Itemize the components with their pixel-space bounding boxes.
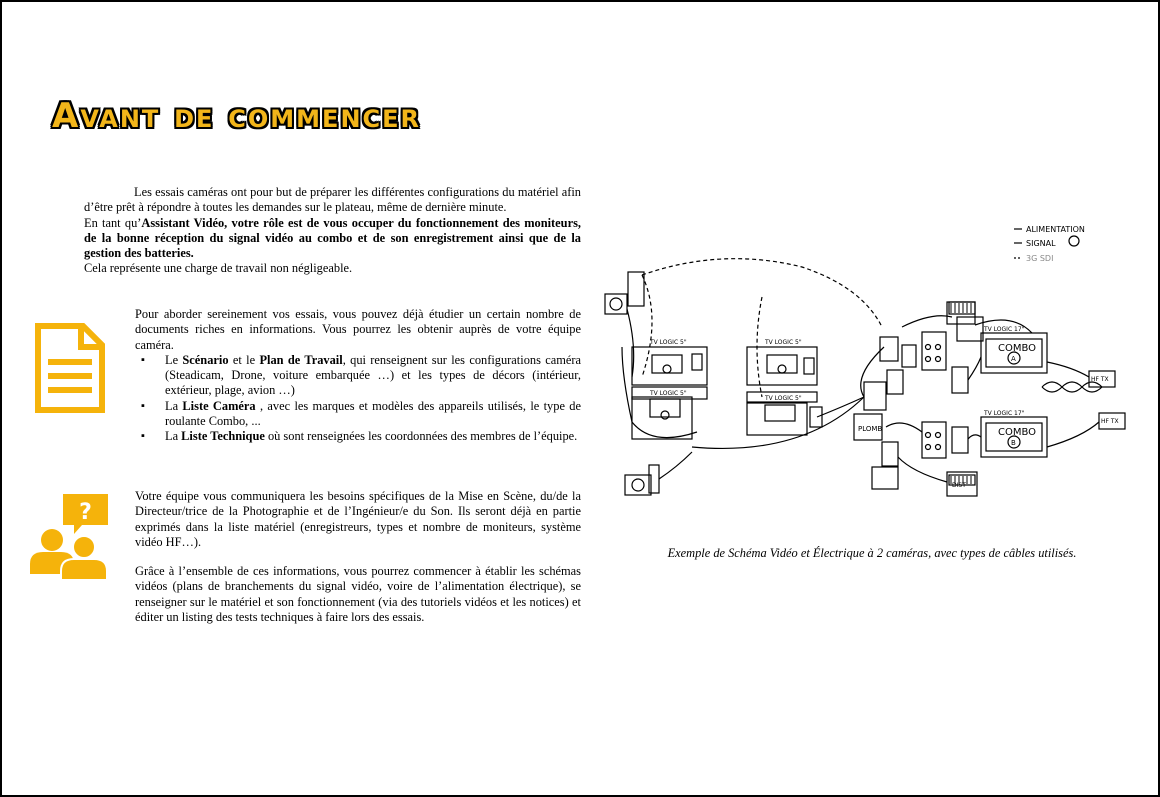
- hf-label: HF TX: [1091, 376, 1109, 383]
- list-item: ▪ Le Scénario et le Plan de Travail, qui renseignent sur les configurations caméra (Steadicam, Drone, voiture embarquée …) et les types de décors (intérieur, extérieur, plage, avion …): [165, 353, 581, 399]
- combo-letter: A: [1011, 355, 1016, 363]
- document-icon: [35, 323, 105, 413]
- list-item: ▪ La Liste Caméra , avec les marques et modèles des appareils utilisés, le type de roulante Combo, ...: [165, 399, 581, 430]
- dist-label: DIST: [952, 482, 966, 489]
- list-item: ▪ La Liste Technique où sont renseignées les coordonnées des membres de l’équipe.: [165, 429, 581, 444]
- combo-label: COMBO: [998, 427, 1037, 438]
- legend-item: ALIMENTATION: [1026, 225, 1085, 234]
- intro-line: Les essais caméras ont pour but de préparer les différentes configurations du matériel afin d’être prêt à répondre à toutes les demandes sur le plateau, même de dernière minute.: [84, 185, 581, 215]
- documents-block: [135, 307, 581, 445]
- monitor-label: TV LOGIC 5": [650, 390, 687, 397]
- monitor-label: TV LOGIC 5": [650, 339, 687, 346]
- hf-label: HF TX: [1101, 418, 1119, 425]
- svg-text:?: ?: [79, 500, 92, 525]
- combo-label: COMBO: [998, 343, 1037, 354]
- combo-letter: B: [1011, 439, 1016, 447]
- documents-list: [135, 353, 581, 445]
- role-paragraph: [84, 216, 581, 262]
- intro-block: [84, 185, 581, 277]
- legend-item: 3G SDI: [1026, 254, 1054, 263]
- role-prefix: En tant qu’: [84, 215, 142, 230]
- diagram-caption: Exemple de Schéma Vidéo et Électrique à 2 caméras, avec types de câbles utilisés.: [667, 546, 1077, 560]
- needs-paragraph: Votre équipe vous communiquera les besoins spécifiques de la Mise en Scène, du/de la Directeur/trice de la Photographie et de l’Ingénieur/e du Son. Ils seront déjà en partie exprimés dans la liste matériel (enregistreurs, types et nombre de moniteurs, système vidéo HF…).: [135, 489, 581, 549]
- page-title: Avant de commencer: [52, 96, 422, 136]
- workload-line: Cela représente une charge de travail non négligeable.: [84, 261, 353, 276]
- box-label: PLOMB: [858, 425, 883, 433]
- needs-block: [135, 489, 581, 625]
- schemas-paragraph: Grâce à l’ensemble de ces informations, vous pourrez commencer à établir les schémas vidéos (plans de branchements du signal vidéo, voire de l’alimentation électrique), se renseigner sur le matériel et son fonctionnement (via des tutoriels vidéos et les notices) et éditer un listing des tests techniques à faire lors des essais.: [135, 564, 581, 625]
- role-description: Assistant Vidéo, votre rôle est de vous occuper du fonctionnement des moniteurs, de la bonne réception du signal vidéo au combo et de son enregistrement ainsi que de la gestion des batteries.: [84, 215, 581, 261]
- monitor-label: TV LOGIC 17": [984, 410, 1025, 417]
- monitor-label: TV LOGIC 5": [765, 395, 802, 402]
- monitor-label: TV LOGIC 17": [984, 326, 1025, 333]
- legend-item: SIGNAL: [1026, 239, 1056, 248]
- documents-intro: Pour aborder sereinement vos essais, vous pouvez déjà étudier un certain nombre de documents riches en informations. Vous pourrez les obtenir auprès de votre équipe caméra.: [135, 307, 581, 352]
- people-question-icon: [30, 492, 110, 582]
- video-electrical-diagram: [602, 217, 1142, 507]
- monitor-label: TV LOGIC 5": [765, 339, 802, 346]
